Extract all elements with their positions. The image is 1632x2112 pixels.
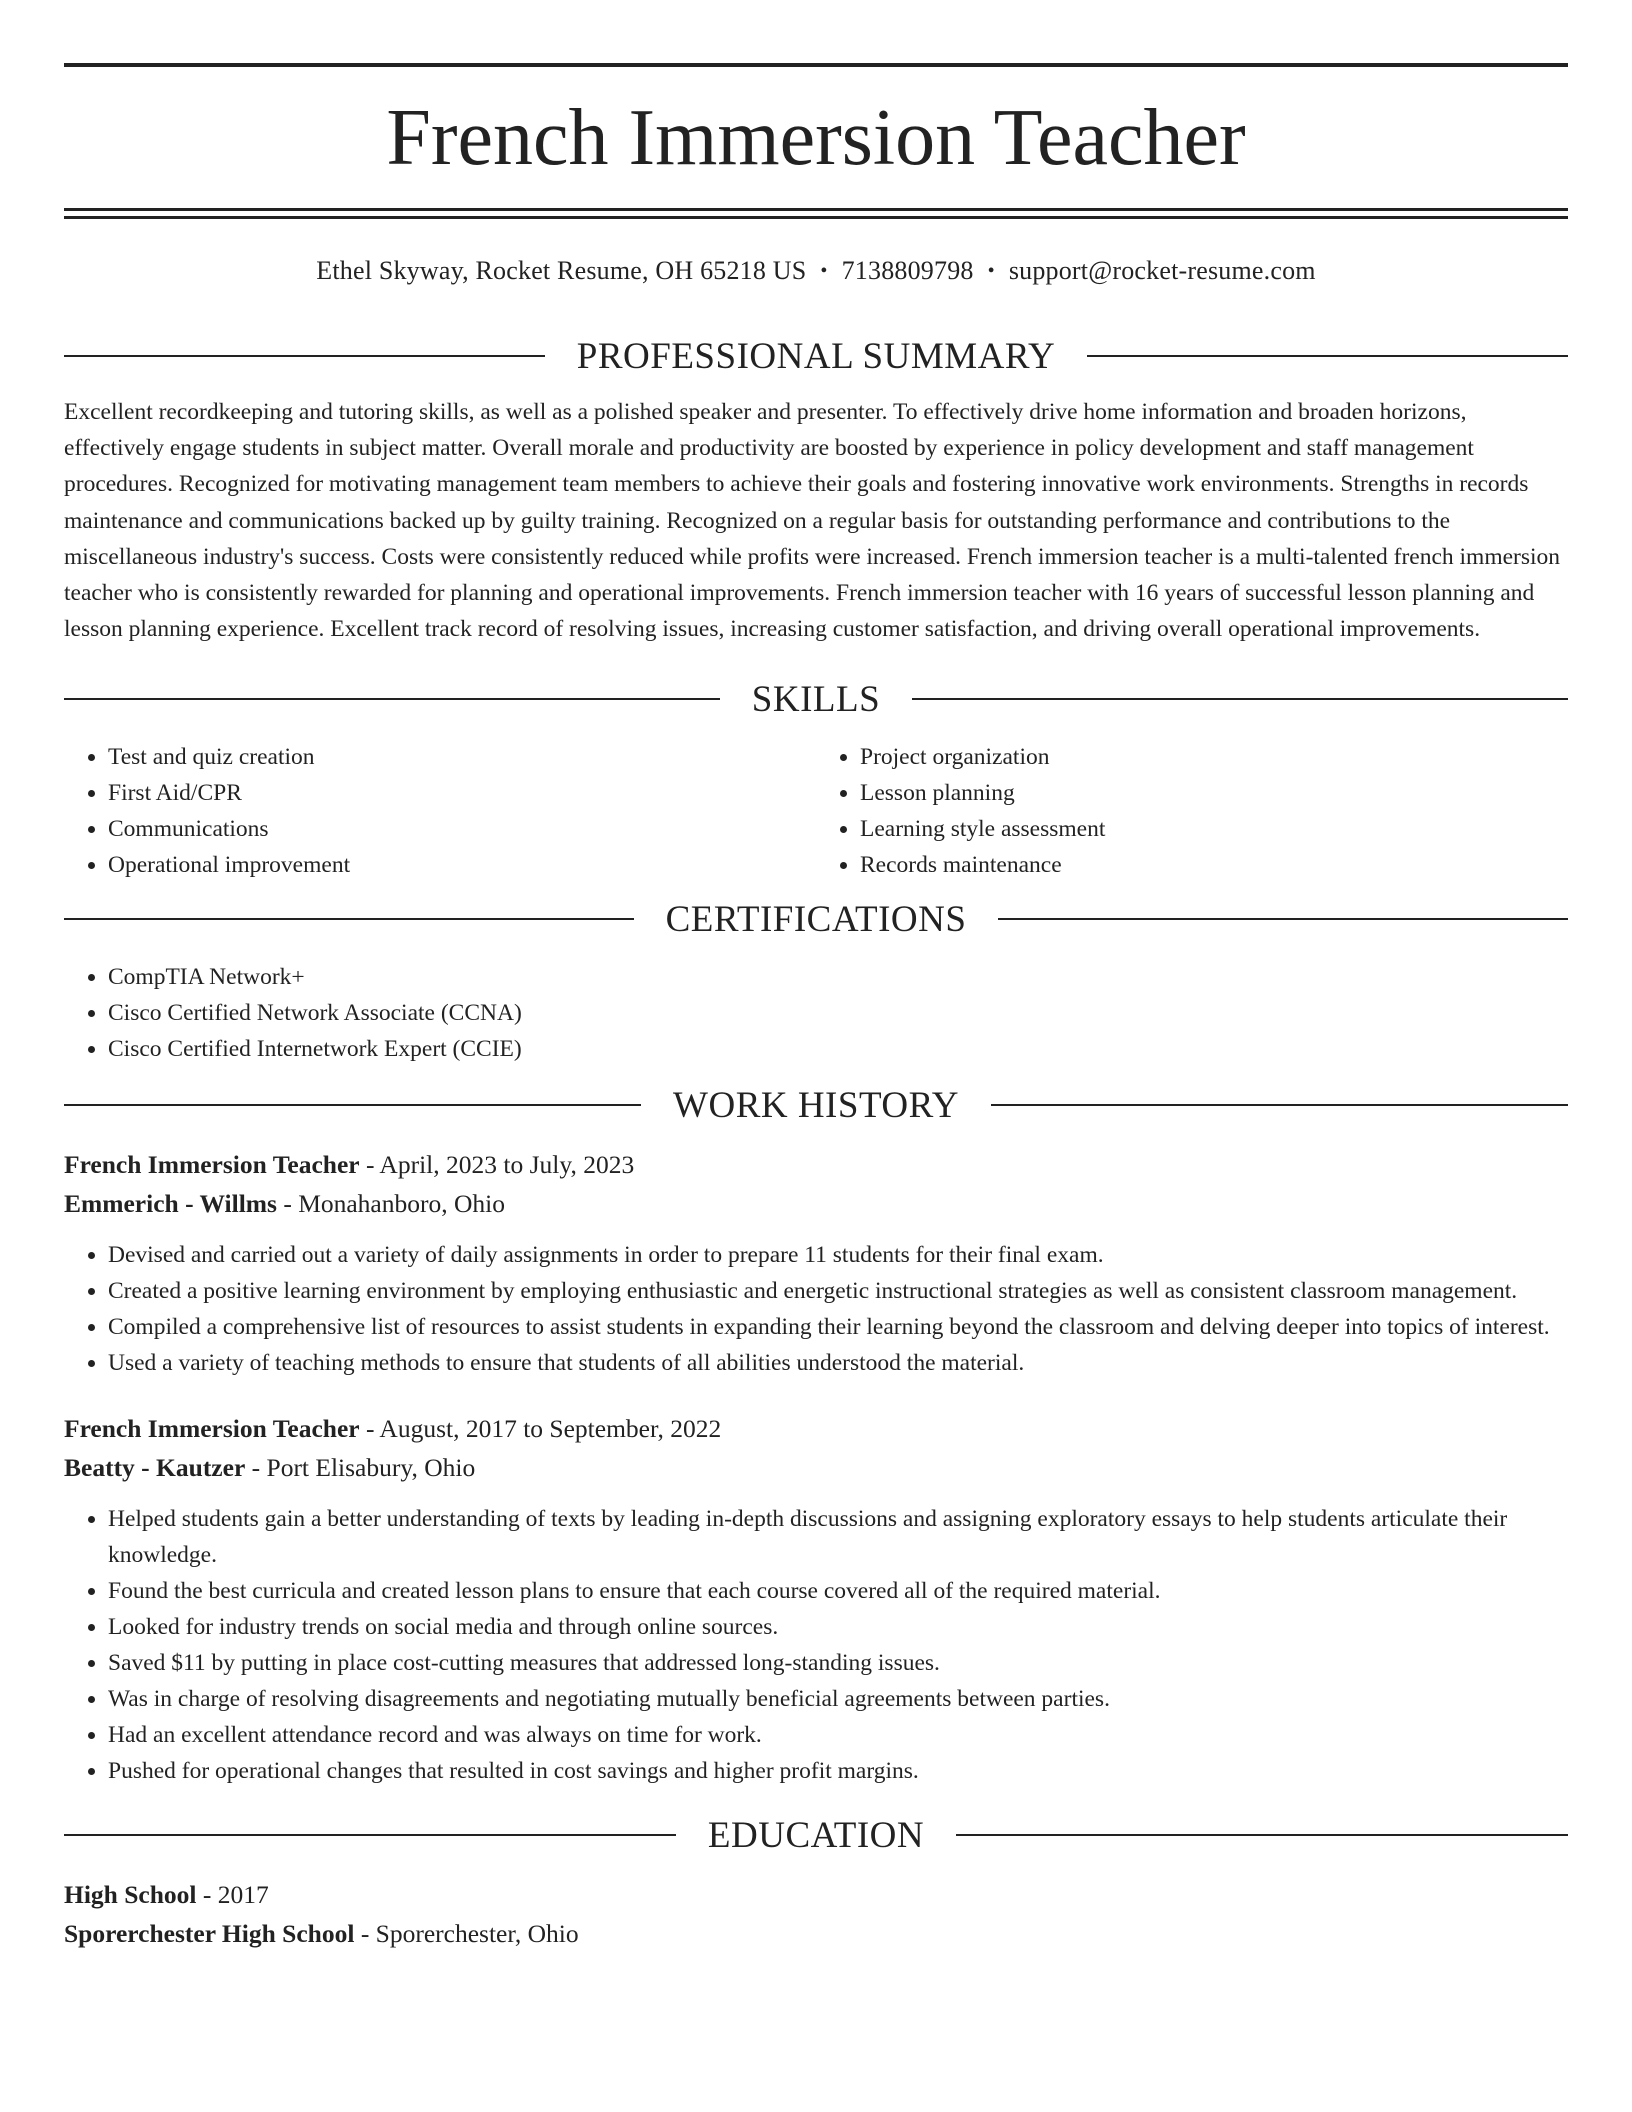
- heading-rule: [64, 1834, 676, 1836]
- section-heading-certifications: [64, 889, 1568, 949]
- job-company-line: [64, 1184, 1568, 1223]
- skill-item: • Operational improvement: [108, 847, 816, 883]
- contact-separator: •: [820, 260, 828, 282]
- certification-item: • CompTIA Network+: [108, 959, 1568, 995]
- job-company: Beatty - Kautzer: [64, 1453, 246, 1483]
- contact-line: [64, 254, 1568, 288]
- title-rule-lower: [64, 216, 1568, 219]
- heading-rule: [991, 1104, 1568, 1106]
- skill-item: • Lesson planning: [860, 775, 1568, 811]
- job-title-line: [64, 1409, 1568, 1448]
- education-school: Sporerchester High School: [64, 1919, 355, 1949]
- education-school-line: [64, 1914, 1568, 1953]
- job-title: French Immersion Teacher: [64, 1414, 360, 1444]
- skills-column-left: [64, 739, 816, 883]
- skill-item: • Project organization: [860, 739, 1568, 775]
- resume-body: [64, 326, 1568, 1953]
- heading-rule: [912, 698, 1568, 700]
- education-heading: EDUCATION: [707, 1814, 925, 1856]
- job-bullets: [64, 1501, 1568, 1789]
- job-bullet: • Pushed for operational changes that resulted in cost savings and higher profit margins.: [108, 1753, 1568, 1789]
- section-heading-work: [64, 1075, 1568, 1135]
- summary-heading: PROFESSIONAL SUMMARY: [576, 335, 1056, 377]
- heading-rule: [956, 1834, 1568, 1836]
- job-title-line: [64, 1145, 1568, 1184]
- section-heading-summary: [64, 326, 1568, 386]
- skill-item: • First Aid/CPR: [108, 775, 816, 811]
- education-degree: High School: [64, 1880, 197, 1910]
- job-entry: [64, 1145, 1568, 1381]
- job-location: - Port Elisabury, Ohio: [245, 1453, 476, 1483]
- summary-text: Excellent recordkeeping and tutoring skills, as well as a polished speaker and presenter. To effectively drive home information and broaden horizons, effectively engage students in subject matter. Overall morale and productivity are boosted by experience in policy development and staff management procedures. Recognized for motivating management team members to achieve their goals and fostering innovative work environments. Strengths in records maintenance and communications backed up by guilty training. Recognized on a regular basis for outstanding performance and contributions to the miscellaneous industry's success. Costs were consistently reduced while profits were increased. French immersion teacher is a multi-talented french immersion teacher who is consistently rewarded for planning and operational improvements. French immersion teacher with 16 years of successful lesson planning and lesson planning experience. Excellent track record of resolving issues, increasing customer satisfaction, and driving overall operational improvements.: [64, 399, 1561, 643]
- certification-item: • Cisco Certified Network Associate (CCNA): [108, 995, 1568, 1031]
- heading-rule: [64, 1104, 641, 1106]
- job-bullet: • Created a positive learning environment by employing enthusiastic and energetic instructional strategies as well as consistent classroom management.: [108, 1273, 1568, 1309]
- education-degree-line: [64, 1875, 1568, 1914]
- education-entry: [64, 1875, 1568, 1953]
- job-company: Emmerich - Willms: [64, 1189, 277, 1219]
- contact-phone: 7138809798: [841, 256, 974, 285]
- job-bullet: • Used a variety of teaching methods to ensure that students of all abilities understood the material.: [108, 1345, 1568, 1381]
- certification-item: • Cisco Certified Internetwork Expert (CCIE): [108, 1031, 1568, 1067]
- heading-rule: [64, 698, 720, 700]
- skills-heading: SKILLS: [751, 678, 881, 720]
- job-bullet: • Looked for industry trends on social media and through online sources.: [108, 1609, 1568, 1645]
- skill-item: • Records maintenance: [860, 847, 1568, 883]
- contact-address: Ethel Skyway, Rocket Resume, OH 65218 US: [316, 256, 807, 285]
- heading-rule: [998, 918, 1568, 920]
- work-heading: WORK HISTORY: [673, 1084, 959, 1126]
- job-bullet: • Found the best curricula and created lesson plans to ensure that each course covered all of the required material.: [108, 1573, 1568, 1609]
- certifications-heading: CERTIFICATIONS: [665, 898, 967, 940]
- skills-column-right: [816, 739, 1568, 883]
- heading-rule: [64, 918, 634, 920]
- job-bullets: [64, 1237, 1568, 1381]
- skill-item: • Test and quiz creation: [108, 739, 816, 775]
- skill-item: • Communications: [108, 811, 816, 847]
- top-rule: [64, 63, 1568, 67]
- section-heading-education: [64, 1805, 1568, 1865]
- job-entry: [64, 1409, 1568, 1789]
- resume-title: French Immersion Teacher: [386, 94, 1246, 182]
- job-bullet: • Saved $11 by putting in place cost-cutting measures that addressed long-standing issues.: [108, 1645, 1568, 1681]
- contact-separator: •: [987, 260, 995, 282]
- job-dates: - August, 2017 to September, 2022: [359, 1414, 722, 1444]
- job-dates: - April, 2023 to July, 2023: [359, 1150, 635, 1180]
- job-bullet: • Devised and carried out a variety of daily assignments in order to prepare 11 students for their final exam.: [108, 1237, 1568, 1273]
- job-company-line: [64, 1448, 1568, 1487]
- skill-item: • Learning style assessment: [860, 811, 1568, 847]
- job-location: - Monahanboro, Ohio: [276, 1189, 505, 1219]
- job-bullet: • Helped students gain a better understanding of texts by leading in-depth discussions and assigning exploratory essays to help students articulate their knowledge.: [108, 1501, 1568, 1573]
- title-rule-upper: [64, 208, 1568, 211]
- skills-list: [64, 739, 1568, 883]
- education-location: - Sporerchester, Ohio: [354, 1919, 579, 1949]
- job-bullet: • Compiled a comprehensive list of resources to assist students in expanding their learning beyond the classroom and delving deeper into topics of interest.: [108, 1309, 1568, 1345]
- education-year: - 2017: [196, 1880, 269, 1910]
- job-title: French Immersion Teacher: [64, 1150, 360, 1180]
- job-bullet: • Was in charge of resolving disagreements and negotiating mutually beneficial agreements between parties.: [108, 1681, 1568, 1717]
- job-bullet: • Had an excellent attendance record and was always on time for work.: [108, 1717, 1568, 1753]
- heading-rule: [1087, 355, 1568, 357]
- contact-email[interactable]: support@rocket-resume.com: [1008, 256, 1316, 285]
- heading-rule: [64, 355, 545, 357]
- section-heading-skills: [64, 669, 1568, 729]
- certifications-list: [64, 959, 1568, 1067]
